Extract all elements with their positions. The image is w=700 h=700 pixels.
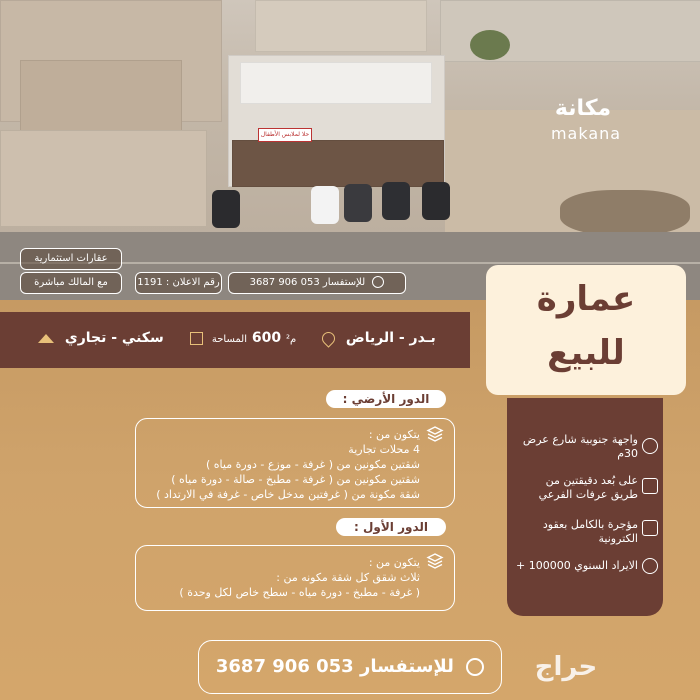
first-floor-line: يتكون من : [368, 556, 420, 569]
usage-text: سكني - تجاري [64, 330, 164, 346]
first-floor-line: ثلاث شقق كل شقة مكونه من : [276, 571, 420, 584]
inquiry-top-text: للإستفسار 053 906 3687 [249, 277, 366, 288]
money-icon [642, 558, 658, 574]
main-building-roof [240, 62, 432, 104]
neighbor-house [255, 0, 427, 52]
feature-item: على بُعد دقيقتين من طريق عرفات الفرعي [538, 474, 638, 501]
feature-item: واجهة جنوبية شارع عرض 30م [522, 433, 638, 460]
whatsapp-icon [466, 658, 484, 676]
car [382, 182, 410, 220]
ground-floor-line: يتكون من : [368, 428, 420, 441]
tag-ad-number: رقم الاعلان : 1191 [135, 272, 222, 294]
neighbor-house [20, 60, 182, 132]
feature-item: مؤجرة بالكامل بعقود الكترونية [542, 518, 638, 545]
watermark: حراج [534, 652, 598, 682]
ground-floor-line: 4 محلات تجارية [348, 443, 420, 456]
area-icon [190, 332, 203, 345]
title-line-2: للبيع [547, 333, 625, 373]
layers-icon [426, 552, 444, 570]
map-icon [642, 478, 658, 494]
location-text: بـدر - الرياض [345, 330, 436, 346]
features-card [507, 398, 663, 616]
car [344, 184, 372, 222]
location-info [322, 330, 436, 346]
ground-floor-line: شقتين مكونين من ( غرفة - مطبخ - صالة - دورة مياه ) [171, 473, 420, 486]
first-floor-heading: الدور الأول : [336, 518, 446, 536]
title-line-1: عمارة [536, 279, 636, 319]
usage-info [38, 330, 164, 346]
ground-floor-line: شقتين مكونين من ( غرفة - موزع - دورة مياه ) [206, 458, 420, 471]
tree [470, 30, 510, 60]
car [311, 186, 339, 224]
document-icon [642, 520, 658, 536]
dirt-mound [560, 190, 690, 235]
contact-bottom-text: للإستفسار 053 906 3687 [215, 656, 454, 677]
home-icon [38, 334, 54, 343]
neighbor-house [0, 130, 207, 227]
tag-owner-direct: مع المالك مباشرة [20, 272, 122, 294]
layers-icon [426, 425, 444, 443]
title-card [486, 265, 686, 395]
feature-item: الايراد السنوي 100000 + [516, 559, 638, 572]
shop-sign [258, 128, 312, 142]
area-info [190, 330, 296, 346]
ground-floor-heading: الدور الأرضي : [326, 390, 446, 408]
location-pin-icon [319, 329, 337, 347]
area-label: المساحة [211, 334, 247, 345]
area-unit: م² [285, 334, 297, 345]
car [422, 182, 450, 220]
area-value: 600 [251, 330, 282, 346]
shop-sign-text: حلا لملابس الأطفال [260, 131, 310, 138]
compass-icon [642, 438, 658, 454]
logo-arabic: مكانة [554, 96, 612, 121]
ground-floor-line: شقة مكونة من ( غرفتين مدخل خاص - غرفة في الارتداد ) [156, 488, 420, 501]
logo-latin: makana [550, 124, 622, 143]
contact-bottom[interactable] [198, 640, 502, 694]
tag-investment: عقارات استثمارية [20, 248, 122, 270]
tag-inquiry-top [228, 272, 406, 294]
storefront [232, 140, 444, 187]
car [212, 190, 240, 228]
first-floor-line: ( غرفة - مطبخ - دورة مياه - سطح خاص لكل وحدة ) [179, 586, 420, 599]
whatsapp-icon [372, 276, 384, 288]
